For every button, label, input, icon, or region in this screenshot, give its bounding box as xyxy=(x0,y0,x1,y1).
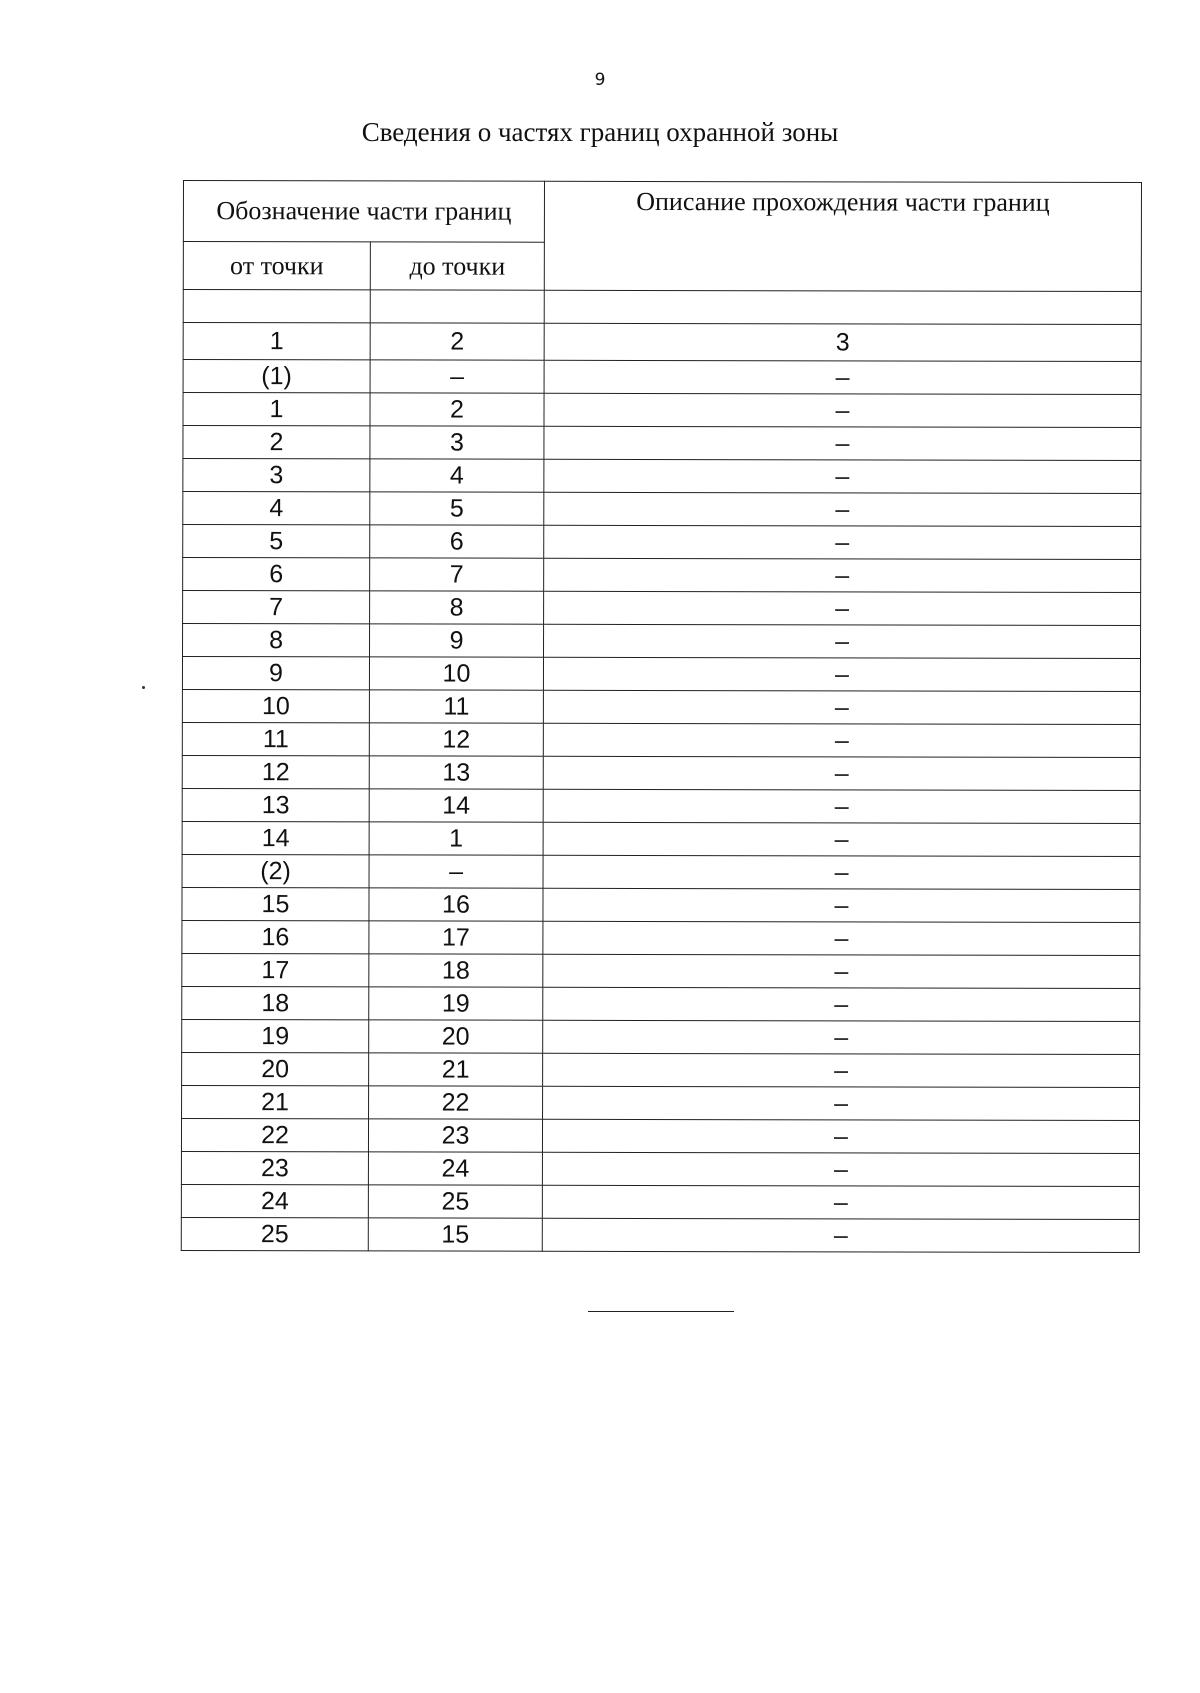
table-row xyxy=(181,1184,1139,1219)
cell-from: 15 xyxy=(182,887,369,920)
table-row xyxy=(182,920,1140,955)
cell-to: 19 xyxy=(369,987,543,1020)
table-row xyxy=(182,953,1140,988)
table-row xyxy=(182,722,1140,757)
column-number-cell: 3 xyxy=(544,323,1141,361)
cell-from: 11 xyxy=(182,722,369,755)
end-of-document-line xyxy=(588,1311,734,1312)
cell-to: 15 xyxy=(368,1218,542,1251)
table-row xyxy=(182,821,1140,856)
cell-description: – xyxy=(543,822,1140,856)
table-row xyxy=(183,426,1141,461)
header-from-point: от точки xyxy=(183,242,370,290)
cell-from: 16 xyxy=(182,920,369,953)
cell-to: 13 xyxy=(369,756,543,789)
cell-description: – xyxy=(543,723,1140,757)
cell-description: – xyxy=(544,360,1141,394)
header-boundary-description: Описание прохождения части границ xyxy=(544,181,1141,291)
cell-description: – xyxy=(544,393,1141,427)
cell-from: 3 xyxy=(183,459,370,492)
column-number-row xyxy=(183,323,1141,362)
cell-from: 10 xyxy=(182,689,369,722)
cell-to: 17 xyxy=(369,921,543,954)
cell-description: – xyxy=(544,459,1141,493)
table-row xyxy=(183,393,1141,428)
boundary-parts-table xyxy=(181,180,1142,1253)
table-row xyxy=(182,986,1140,1021)
table-row xyxy=(181,1118,1139,1153)
cell-to: 5 xyxy=(370,492,544,525)
document-title: Сведения о частях границ охранной зоны xyxy=(361,117,839,147)
cell-description: – xyxy=(543,756,1140,790)
scan-speck xyxy=(142,686,145,689)
cell-to: 2 xyxy=(370,393,544,426)
cell-description: – xyxy=(543,1020,1140,1054)
table-header xyxy=(183,181,1141,292)
cell-to: 14 xyxy=(369,789,543,822)
cell-to: – xyxy=(370,360,544,393)
cell-description: – xyxy=(543,657,1140,691)
cell-from: 25 xyxy=(181,1217,368,1250)
cell-from: 6 xyxy=(183,558,370,591)
cell-description: – xyxy=(543,921,1140,955)
cell-to: 11 xyxy=(369,690,543,723)
table-row xyxy=(182,854,1140,889)
cell-from: (2) xyxy=(182,854,369,887)
table-row xyxy=(183,558,1141,593)
table-row xyxy=(182,887,1140,922)
cell-description: – xyxy=(543,690,1140,724)
cell-from: 14 xyxy=(182,821,369,854)
table-body xyxy=(181,290,1141,1253)
cell-to: 21 xyxy=(369,1053,543,1086)
header-separator xyxy=(183,290,1141,325)
table-row xyxy=(182,755,1140,790)
table-row xyxy=(182,689,1140,724)
cell-from: 9 xyxy=(182,657,369,690)
cell-from: 17 xyxy=(182,953,369,986)
cell-to: 6 xyxy=(370,525,544,558)
table-row xyxy=(181,1151,1139,1186)
cell-description: – xyxy=(543,954,1140,988)
cell-to: 3 xyxy=(370,426,544,459)
table-row xyxy=(183,492,1141,527)
cell-from: 23 xyxy=(181,1151,368,1184)
cell-from: 22 xyxy=(181,1118,368,1151)
table-row xyxy=(183,525,1141,560)
table-row xyxy=(183,624,1141,659)
cell-from: 20 xyxy=(182,1052,369,1085)
table-row xyxy=(182,1052,1140,1087)
boundary-parts-table-container xyxy=(181,180,1141,1253)
cell-from: 21 xyxy=(182,1085,369,1118)
column-number-cell: 2 xyxy=(370,323,544,360)
table-row xyxy=(182,1019,1140,1054)
cell-description: – xyxy=(542,1185,1139,1219)
cell-from: 8 xyxy=(183,624,370,657)
table-row xyxy=(181,1217,1139,1252)
cell-description: – xyxy=(544,426,1141,460)
cell-from: 13 xyxy=(182,788,369,821)
cell-from: 24 xyxy=(181,1184,368,1217)
header-boundary-designation: Обозначение части границ xyxy=(183,181,544,243)
cell-from: 4 xyxy=(183,492,370,525)
header-to-point: до точки xyxy=(370,242,544,290)
table-row xyxy=(182,788,1140,823)
cell-from: 12 xyxy=(182,755,369,788)
cell-to: 23 xyxy=(368,1119,542,1152)
cell-from: 7 xyxy=(183,591,370,624)
cell-to: – xyxy=(369,855,543,888)
table-row xyxy=(183,360,1141,395)
cell-description: – xyxy=(544,591,1141,625)
cell-from: 18 xyxy=(182,986,369,1019)
cell-to: 9 xyxy=(370,624,544,657)
cell-from: 1 xyxy=(183,393,370,426)
cell-to: 4 xyxy=(370,459,544,492)
cell-from: (1) xyxy=(183,360,370,393)
cell-description: – xyxy=(543,987,1140,1021)
cell-description: – xyxy=(542,1152,1139,1186)
column-number-cell: 1 xyxy=(183,323,370,360)
cell-to: 16 xyxy=(369,888,543,921)
cell-from: 2 xyxy=(183,426,370,459)
cell-to: 12 xyxy=(369,723,543,756)
cell-description: – xyxy=(543,1086,1140,1120)
cell-to: 25 xyxy=(368,1185,542,1218)
table-row xyxy=(182,1085,1140,1120)
cell-to: 10 xyxy=(369,657,543,690)
cell-description: – xyxy=(543,888,1140,922)
cell-description: – xyxy=(544,492,1141,526)
table-row xyxy=(183,591,1141,626)
cell-from: 5 xyxy=(183,525,370,558)
cell-to: 7 xyxy=(370,558,544,591)
cell-description: – xyxy=(544,558,1141,592)
cell-description: – xyxy=(542,1218,1139,1252)
cell-to: 24 xyxy=(368,1152,542,1185)
table-row xyxy=(182,657,1140,692)
cell-to: 1 xyxy=(369,822,543,855)
cell-to: 20 xyxy=(369,1020,543,1053)
cell-description: – xyxy=(544,525,1141,559)
cell-from: 19 xyxy=(182,1019,369,1052)
cell-description: – xyxy=(543,1053,1140,1087)
cell-description: – xyxy=(543,789,1140,823)
cell-description: – xyxy=(543,855,1140,889)
cell-description: – xyxy=(542,1119,1139,1153)
cell-to: 8 xyxy=(370,591,544,624)
cell-to: 18 xyxy=(369,954,543,987)
table-row xyxy=(183,459,1141,494)
cell-description: – xyxy=(544,624,1141,658)
cell-to: 22 xyxy=(369,1086,543,1119)
page-number: 9 xyxy=(594,70,606,90)
